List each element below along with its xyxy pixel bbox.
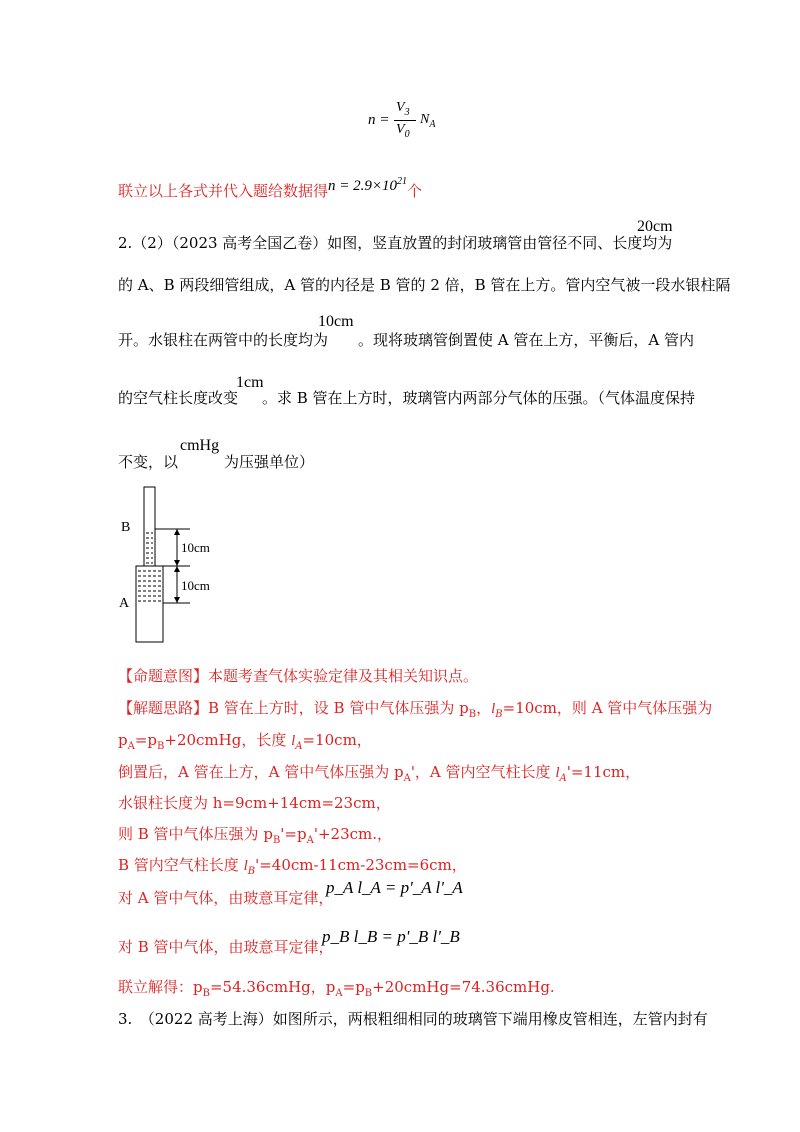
join-line — [118, 176, 423, 201]
tube-figure — [115, 485, 245, 645]
formula-n-lhs: n = — [368, 112, 390, 128]
q2-val4: cmHg — [180, 437, 220, 454]
mercury-column — [138, 533, 161, 601]
sol-line5: 则 B 管中气体压强为 $p_B'=p_A'+23cm$.， — [118, 825, 392, 846]
join-unit: 个 — [407, 182, 423, 200]
q2-line3b: 。现将玻璃管倒置使 A 管在上方，平衡后，A 管内 — [358, 331, 694, 349]
tube-a — [136, 566, 163, 642]
formula-n-den: $V_0$ — [396, 122, 410, 140]
sol-line4: 水银柱长度为 h=9cm+14cm=23cm， — [118, 794, 391, 812]
q2-line1: 2.（2）（2023 高考全国乙卷）如图，竖直放置的封闭玻璃管由管径不同、长度均为 — [118, 234, 673, 252]
sol-line7: 对 A 管中气体，由玻意耳定律， — [118, 889, 334, 907]
boyle-b: p_B l_B = p'_B l'_B — [322, 927, 460, 946]
fraction-bar — [394, 120, 416, 121]
q2-line3: 开。水银柱在两管中的长度均为 — [118, 331, 329, 349]
idea-line: 【解题思路】B 管在上方时，设 B 管中气体压强为 $p_B$，$l_B=10cm$，则 A 管中气体压强为 — [118, 699, 713, 720]
q2-val1: 20cm — [637, 218, 673, 235]
intent: 【命题意图】本题考查气体实验定律及其相关知识点。 — [118, 667, 479, 685]
label-a: A — [119, 596, 130, 611]
dim-label-1: 10cm — [181, 540, 210, 555]
q2-line2: 的 A、B 两段细管组成，A 管的内径是 B 管的 2 倍，B 管在上方。管内空气被一段水银柱隔 — [118, 276, 731, 294]
q2-val2: 10cm — [318, 313, 354, 330]
q2-line4b: 。求 B 管在上方时，玻璃管内两部分气体的压强。（气体温度保持 — [262, 389, 696, 407]
join-formula: $n = 2.9\times 10^{21}$ — [328, 176, 408, 194]
sol-line6: B 管内空气柱长度 $l_B'=40cm-11cm-23cm=6cm$， — [118, 856, 467, 877]
sol-line3: 倒置后，A 管在上方，A 管中气体压强为 $p_A'$，A 管内空气柱长度 $l_A'=11cm$， — [118, 763, 641, 784]
formula-n — [368, 100, 448, 148]
q2-val3: 1cm — [236, 374, 264, 391]
sol-line8: 对 B 管中气体，由玻意耳定律， — [118, 938, 334, 956]
q3-line1: 3. （2022 高考上海）如图所示，两根粗细相同的玻璃管下端用橡皮管相连，左管内封有 — [118, 1010, 708, 1028]
q2-line5: 不变，以 — [118, 453, 179, 471]
boyle-a: p_A l_A = p'_A l'_A — [326, 878, 463, 897]
formula-n-tail: $N_A$ — [420, 112, 436, 130]
label-b: B — [121, 520, 131, 535]
tube-b — [144, 487, 155, 566]
join-text: 联立以上各式并代入题给数据得 — [118, 182, 329, 200]
sol-line2: $p_A=p_B+20cmHg$，长度 $l_A=10cm$， — [118, 731, 372, 752]
dim-label-2: 10cm — [181, 578, 210, 593]
formula-n-num: $V_3$ — [396, 100, 410, 118]
sol-line9: 联立解得：$p_B=54.36cmHg$，$p_A=p_B+20cmHg=74.36cmHg$. — [118, 978, 555, 999]
q2-line4: 的空气柱长度改变 — [118, 389, 239, 407]
q2-line5b: 为压强单位） — [224, 453, 315, 471]
